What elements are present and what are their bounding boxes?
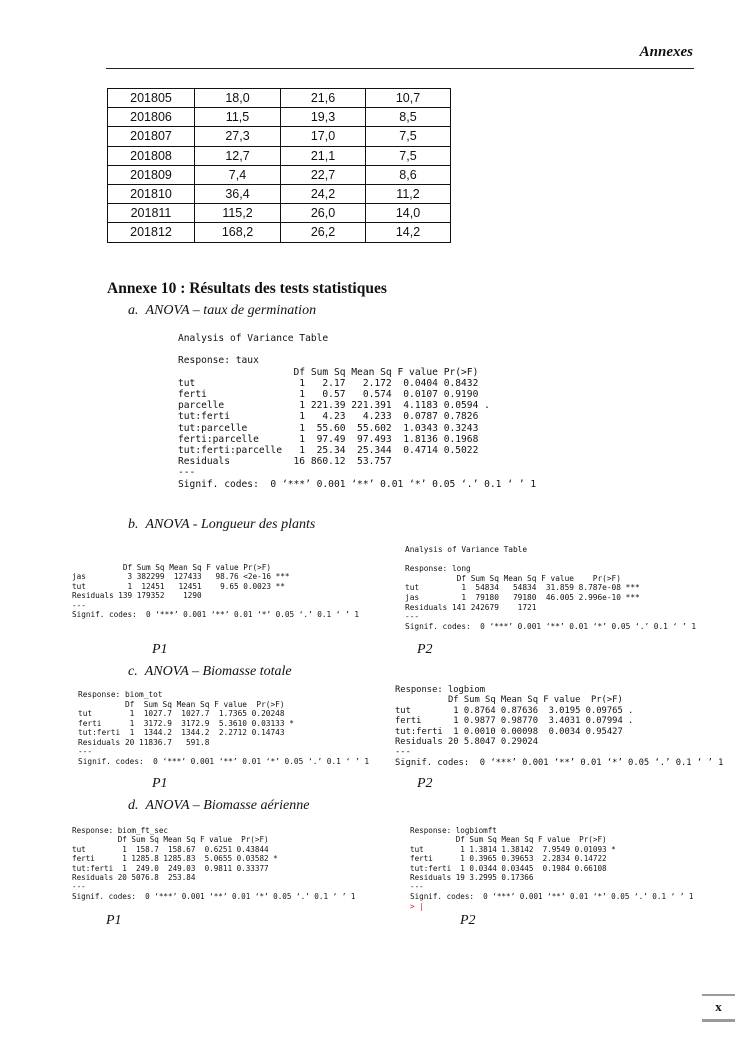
table-cell: 201805 [108,89,195,108]
anova-length-p2-output: Analysis of Variance Table Response: long Df Sum Sq Mean Sq F value Pr(>F) tut 1 54834 54834 31.859 8.787e-08 *** jas 1 79180 79180 46.005 2.996e-10 *** Residuals 141 242679 1721 --- Signif. codes: 0 ‘***’ 0.001 ‘**’ 0.01 ‘*’ 0.05 ‘.’ 0.1 ‘ ’ 1 [405,545,697,631]
table-cell: 201807 [108,127,195,146]
table-cell: 14,0 [366,204,451,223]
table-cell: 26,0 [281,204,366,223]
table-cell: 14,2 [366,223,451,242]
table-cell: 10,7 [366,89,451,108]
table-row [108,89,451,108]
table-cell: 201808 [108,146,195,165]
table-cell: 21,6 [281,89,366,108]
table-row [108,204,451,223]
anova-aerial-biomass-p2-output: Response: logbiomft Df Sum Sq Mean Sq F value Pr(>F) tut 1 1.3814 1.38142 7.9549 0.01093 * ferti 1 0.3965 0.39653 2.2834 0.14722 tut:ferti 1 0.0344 0.03445 0.1984 0.66108 Residuals 19 3.2995 0.17366 --- Signif. codes: 0 ‘***’ 0.001 ‘**’ 0.01 ‘*’ 0.05 ‘.’ 0.1 ‘ ’ 1 [410,826,694,901]
label-p2: P2 [460,913,476,928]
table-cell: 201811 [108,204,195,223]
anova-total-biomass-p2-output: Response: logbiom Df Sum Sq Mean Sq F value Pr(>F) tut 1 0.8764 0.87636 3.0195 0.09765 . ferti 1 0.9877 0.98770 3.4031 0.07994 . tut:ferti 1 0.0010 0.00098 0.0034 0.95427 Residuals 20 5.8047 0.29024 --- Signif. codes: 0 ‘***’ 0.001 ‘**’ 0.01 ‘*’ 0.05 ‘.’ 0.1 ‘ ’ 1 [395,685,724,768]
annex-10-title: Annexe 10 : Résultats des tests statistiques [107,280,387,297]
header-rule [106,68,694,69]
table-cell: 17,0 [281,127,366,146]
table-row [108,223,451,242]
table-cell: 24,2 [281,184,366,203]
running-header-title: Annexes [639,44,693,60]
table-cell: 7,5 [366,127,451,146]
table-cell: 12,7 [195,146,281,165]
anova-aerial-biomass-p1-output: Response: biom_ft_sec Df Sum Sq Mean Sq F value Pr(>F) tut 1 158.7 158.67 0.6251 0.43844 ferti 1 1285.8 1285.83 5.0655 0.03582 * tut:ferti 1 249.0 249.03 0.9811 0.33377 Residuals 20 5076.8 253.84 --- Signif. codes: 0 ‘***’ 0.001 ‘**’ 0.01 ‘*’ 0.05 ‘.’ 0.1 ‘ ’ 1 [72,826,356,901]
label-p2: P2 [417,642,433,657]
table-cell: 8,6 [366,165,451,184]
section-b-heading: b. ANOVA - Longueur des plants [128,517,316,532]
table-cell: 7,5 [366,146,451,165]
console-prompt: > | [410,902,424,911]
table-cell: 201812 [108,223,195,242]
label-p2: P2 [417,776,433,791]
table-cell: 201809 [108,165,195,184]
section-c-heading: c. ANOVA – Biomasse totale [128,664,292,679]
table-cell: 22,7 [281,165,366,184]
label-p1: P1 [152,642,168,657]
table-cell: 19,3 [281,108,366,127]
table-cell: 201806 [108,108,195,127]
table-row [108,127,451,146]
table-cell: 8,5 [366,108,451,127]
table-cell: 7,4 [195,165,281,184]
table-row [108,108,451,127]
anova-total-biomass-p1-output: Response: biom_tot Df Sum Sq Mean Sq F value Pr(>F) tut 1 1027.7 1027.7 1.7365 0.20248 ferti 1 3172.9 3172.9 5.3610 0.03133 * tut:ferti 1 1344.2 1344.2 2.2712 0.14743 Residuals 20 11836.7 591.8 --- Signif. codes: 0 ‘***’ 0.001 ‘**’ 0.01 ‘*’ 0.05 ‘.’ 0.1 ‘ ’ 1 [78,690,370,766]
climate-table [107,88,451,243]
section-d-heading: d. ANOVA – Biomasse aérienne [128,798,310,813]
table-row [108,165,451,184]
table-cell: 11,5 [195,108,281,127]
table-cell: 168,2 [195,223,281,242]
table-row [108,146,451,165]
table-cell: 201810 [108,184,195,203]
label-p1: P1 [106,913,122,928]
table-cell: 36,4 [195,184,281,203]
anova-germination-output: Analysis of Variance Table Response: taux Df Sum Sq Mean Sq F value Pr(>F) tut 1 2.17 2.172 0.0404 0.8432 ferti 1 0.57 0.574 0.0107 0.9190 parcelle 1 221.39 221.391 4.1183 0.0594 . tut:ferti 1 4.23 4.233 0.0787 0.7826 tut:parcelle 1 55.60 55.602 1.0343 0.3243 ferti:parcelle 1 97.49 97.493 1.8136 0.1968 tut:ferti:parcelle 1 25.34 25.344 0.4714 0.5022 Residuals 16 860.12 53.757 --- Signif. codes: 0 ‘***’ 0.001 ‘**’ 0.01 ‘*’ 0.05 ‘.’ 0.1 ‘ ’ 1 [178,333,537,490]
section-a-heading: a. ANOVA – taux de germination [128,303,317,318]
label-p1: P1 [152,776,168,791]
table-cell: 21,1 [281,146,366,165]
table-cell: 115,2 [195,204,281,223]
table-cell: 18,0 [195,89,281,108]
page-number: x [715,999,722,1014]
table-cell: 26,2 [281,223,366,242]
table-cell: 11,2 [366,184,451,203]
table-row [108,184,451,203]
table-cell: 27,3 [195,127,281,146]
anova-length-p1-output: Df Sum Sq Mean Sq F value Pr(>F) jas 3 382299 127433 98.76 <2e-16 *** tut 1 12451 12451 9.65 0.0023 ** Residuals 139 179352 1290 --- Signif. codes: 0 ‘***’ 0.001 ‘**’ 0.01 ‘*’ 0.05 ‘.’ 0.1 ‘ ’ 1 [72,563,359,620]
